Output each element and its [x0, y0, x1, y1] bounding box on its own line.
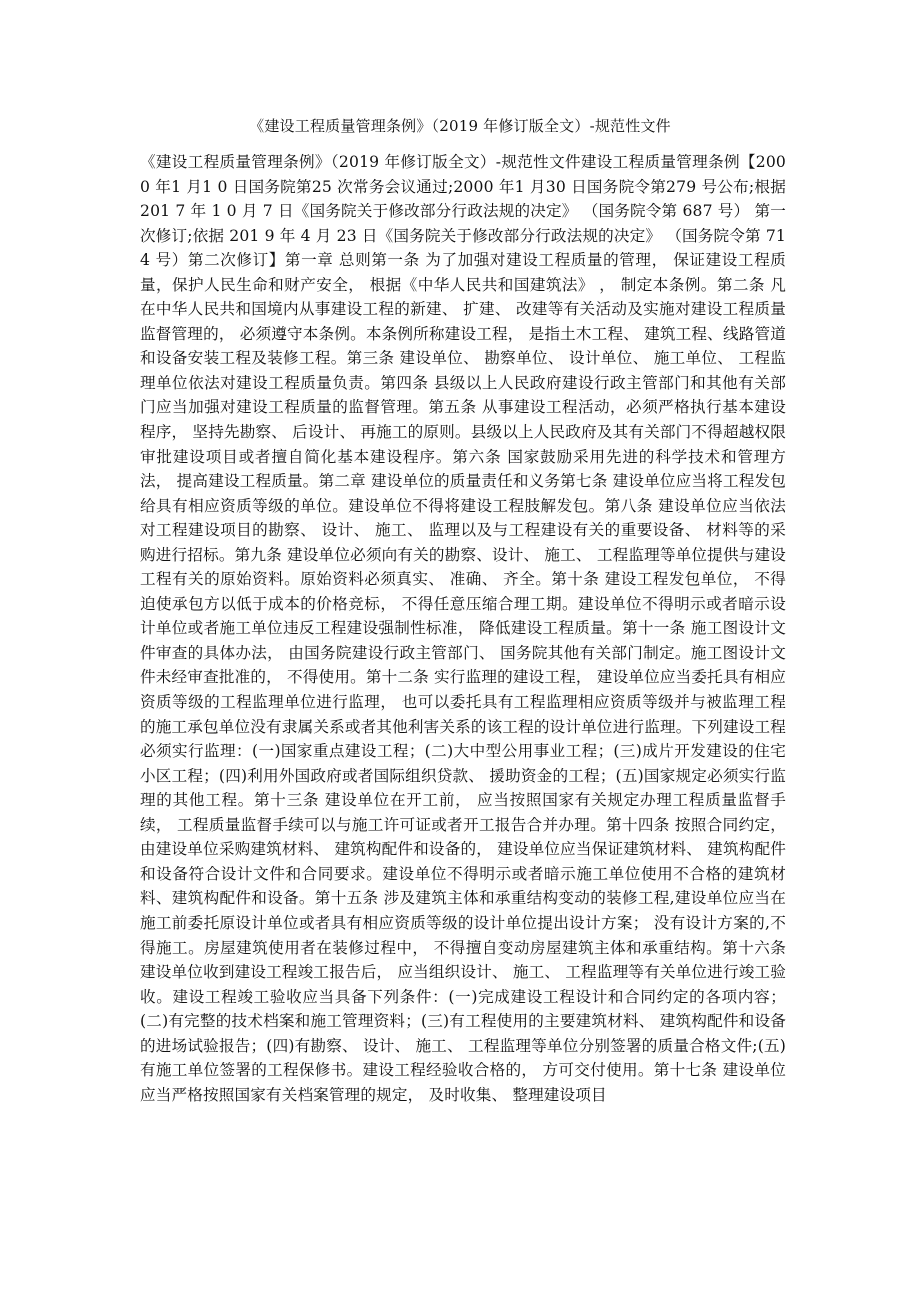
document-title: 《建设工程质量管理条例》（2019 年修订版全文）-规范性文件 [249, 117, 671, 135]
document-body-text: 《建设工程质量管理条例》（2019 年修订版全文）-规范性文件建设工程质量管理条例【2000 年1 月1 0 日国务院第25 次常务会议通过;2000 年1 月30 日国务院令第279 号公布;根据201 7 年 1 0 月 7 日《国务院关于修改部分行政法规的决定》 （国务院令第 687 号） 第一次修订;依据 201 9 年 4 月 23 日《国务院关于修改部分行政法规的决定》 （国务院令第 71 4 号）第二次修订】第一章 总则第一条 为了加强对建设工程质量的管理， 保证建设工程质量，保护人民生命和财产安全， 根据《中华人民共和国建筑法》 ， 制定本条例。第二条 凡在中华人民共和国境内从事建设工程的新建、 扩建、 改建等有关活动及实施对建设工程质量监督管理的， 必须遵守本条例。本条例所称建设工程， 是指土木工程、 建筑工程、线路管道和设备安装工程及装修工程。第三条 建设单位、 勘察单位、 设计单位、 施工单位、 工程监理单位依法对建设工程质量负责。第四条 县级以上人民政府建设行政主管部门和其他有关部门应当加强对建设工程质量的监督管理。第五条 从事建设工程活动，必须严格执行基本建设程序， 坚持先勘察、 后设计、 再施工的原则。县级以上人民政府及其有关部门不得超越权限审批建设项目或者擅自简化基本建设程序。第六条 国家鼓励采用先进的科学技术和管理方法， 提高建设工程质量。第二章 建设单位的质量责任和义务第七条 建设单位应当将工程发包给具有相应资质等级的单位。建设单位不得将建设工程肢解发包。第八条 建设单位应当依法对工程建设项目的勘察、 设计、 施工、 监理以及与工程建设有关的重要设备、 材料等的采购进行招标。第九条 建设单位必须向有关的勘察、设计、 施工、 工程监理等单位提供与建设工程有关的原始资料。原始资料必须真实、 准确、 齐全。第十条 建设工程发包单位， 不得迫使承包方以低于成本的价格竞标， 不得任意压缩合理工期。建设单位不得明示或者暗示设计单位或者施工单位违反工程建设强制性标准， 降低建设工程质量。第十一条 施工图设计文件审查的具体办法， 由国务院建设行政主管部门、 国务院其他有关部门制定。施工图设计文件未经审查批准的， 不得使用。第十二条 实行监理的建设工程， 建设单位应当委托具有相应资质等级的工程监理单位进行监理， 也可以委托具有工程监理相应资质等级并与被监理工程的施工承包单位没有隶属关系或者其他利害关系的该工程的设计单位进行监理。下列建设工程必须实行监理：(一)国家重点建设工程；(二)大中型公用事业工程；(三)成片开发建设的住宅小区工程；(四)利用外国政府或者国际组织贷款、 援助资金的工程；(五)国家规定必须实行监理的其他工程。第十三条 建设单位在开工前， 应当按照国家有关规定办理工程质量监督手续， 工程质量监督手续可以与施工许可证或者开工报告合并办理。第十四条 按照合同约定， 由建设单位采购建筑材料、 建筑构配件和设备的， 建设单位应当保证建筑材料、 建筑构配件和设备符合设计文件和合同要求。建设单位不得明示或者暗示施工单位使用不合格的建筑材料、建筑构配件和设备。第十五条 涉及建筑主体和承重结构变动的装修工程,建设单位应当在施工前委托原设计单位或者具有相应资质等级的设计单位提出设计方案； 没有设计方案的,不得施工。房屋建筑使用者在装修过程中， 不得擅自变动房屋建筑主体和承重结构。第十六条 建设单位收到建设工程竣工报告后， 应当组织设计、 施工、 工程监理等有关单位进行竣工验收。建设工程竣工验收应当具备下列条件：(一)完成建设工程设计和合同约定的各项内容；(二)有完整的技术档案和施工管理资料；(三)有工程使用的主要建筑材料、 建筑构配件和设备的进场试验报告；(四)有勘察、 设计、 施工、 工程监理等单位分别签署的质量合格文件;(五)有施工单位签署的工程保修书。建设工程经验收合格的， 方可交付使用。第十七条 建设单位应当严格按照国家有关档案管理的规定， 及时收集、 整理建设项目 [140, 153, 786, 1104]
